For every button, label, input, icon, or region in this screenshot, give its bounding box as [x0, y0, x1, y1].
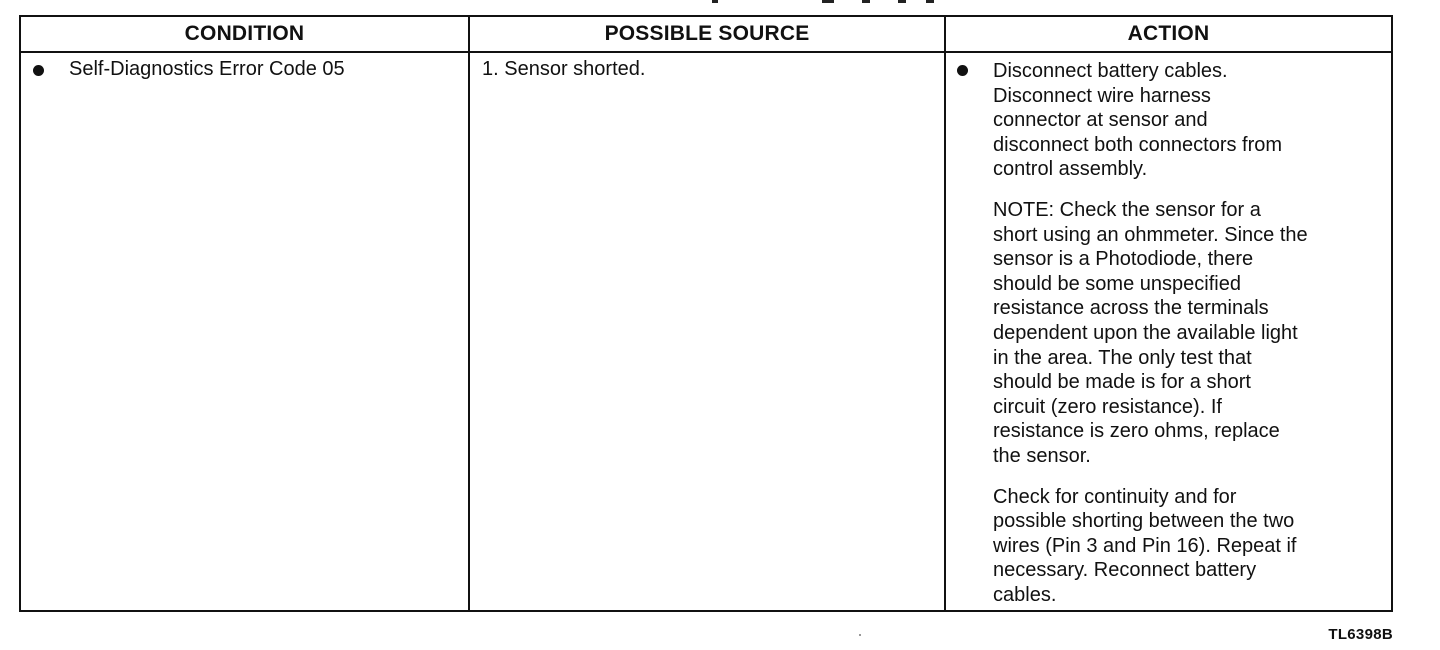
scan-artifact [822, 0, 834, 3]
column-divider [944, 17, 946, 610]
scan-artifact [862, 0, 870, 3]
bullet-icon [957, 65, 968, 76]
action-note: NOTE: Check the sensor for a short using an ohmmeter. Since the sensor is a Photodiode, there should be some unspecified resistance across the terminals dependent upon the available light in the area. The only test that should be made is for a short circuit (zero resistance). If resistance is zero ohms, replace the sensor. [993, 198, 1308, 467]
header-condition: CONDITION [184, 22, 305, 45]
header-action: ACTION [1127, 22, 1210, 45]
condition-cell: Self-Diagnostics Error Code 05 [69, 58, 345, 80]
column-divider [468, 17, 470, 610]
header-possible-source: POSSIBLE SOURCE [604, 22, 810, 45]
action-step-continuity: Check for continuity and for possible shorting between the two wires (Pin 3 and Pin 16). Repeat if necessary. Reconnect battery cables. [993, 485, 1297, 606]
scan-artifact [712, 0, 718, 3]
possible-source-cell: 1. Sensor shorted. [482, 58, 646, 80]
header-divider [21, 51, 1391, 53]
scan-artifact [898, 0, 906, 3]
scan-speck [859, 634, 861, 636]
action-cell [993, 59, 1388, 607]
action-step-disconnect: Disconnect battery cables. Disconnect wire harness connector at sensor and disconnect both connectors from control assembly. [993, 60, 1283, 181]
bullet-icon [33, 65, 44, 76]
scan-artifact [926, 0, 934, 3]
figure-id: TL6398B [1328, 626, 1393, 643]
troubleshooting-table [19, 15, 1393, 612]
